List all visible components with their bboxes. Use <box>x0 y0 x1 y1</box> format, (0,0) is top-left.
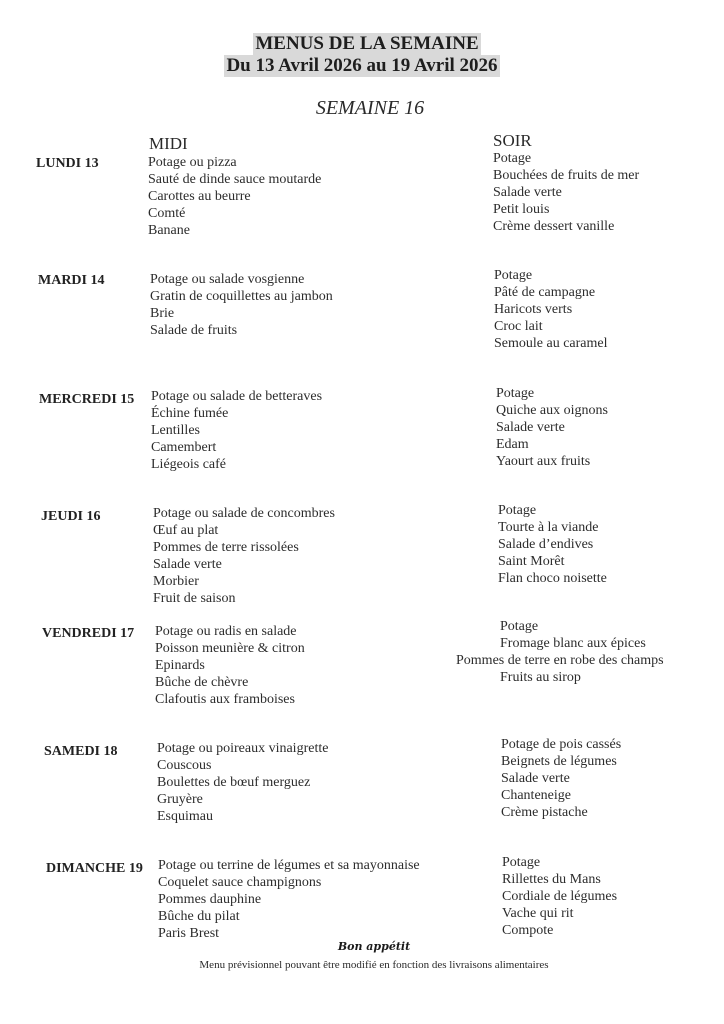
midi-menu-mardi <box>150 271 333 339</box>
disclaimer-note: Menu prévisionnel pouvant être modifié en fonction des livraisons alimentaires <box>199 959 549 971</box>
dish: Œuf au plat <box>153 523 219 538</box>
dish: Gratin de coquillettes au jambon <box>150 289 333 304</box>
dish: Crème pistache <box>501 805 588 820</box>
bon-appetit-greeting: Bon appétit <box>337 940 411 953</box>
dish: Salade de fruits <box>150 323 238 338</box>
soir-menu-samedi <box>501 736 621 821</box>
dish: Potage ou terrine de légumes et sa mayonnaise <box>158 858 420 873</box>
dish: Potage ou radis en salade <box>155 624 297 639</box>
dish: Potage ou pizza <box>148 155 237 170</box>
dish: Quiche aux oignons <box>496 403 608 418</box>
dish: Compote <box>502 923 554 938</box>
dish: Potage <box>496 386 535 401</box>
dish: Pommes dauphine <box>158 892 262 907</box>
day-label-mardi: MARDI 14 <box>38 273 105 288</box>
document-header <box>0 33 724 77</box>
day-label-dimanche: DIMANCHE 19 <box>46 861 143 876</box>
dish: Fruit de saison <box>153 591 236 606</box>
soir-menu-dimanche <box>502 854 617 939</box>
dish: Potage <box>493 151 532 166</box>
dish: Bûche du pilat <box>158 909 240 924</box>
dish: Tourte à la viande <box>498 520 599 535</box>
dish: Beignets de légumes <box>501 754 617 769</box>
dish: Potage ou poireaux vinaigrette <box>157 741 329 756</box>
soir-menu-mardi <box>494 267 608 352</box>
dish: Fromage blanc aux épices <box>500 636 646 651</box>
dish: Fruits au sirop <box>500 670 581 685</box>
dish: Liégeois café <box>151 457 227 472</box>
dish: Chanteneige <box>501 788 571 803</box>
dish: Cordiale de légumes <box>502 889 618 904</box>
dish: Salade verte <box>496 420 565 435</box>
dish: Potage <box>498 503 537 518</box>
date-range: Du 13 Avril 2026 au 19 Avril 2026 <box>226 55 498 76</box>
dish: Salade verte <box>493 185 562 200</box>
dish: Potage de pois cassés <box>501 737 622 752</box>
dish: Carottes au beurre <box>148 189 251 204</box>
dish: Coquelet sauce champignons <box>158 875 322 890</box>
dish: Rillettes du Mans <box>502 872 601 887</box>
dish: Sauté de dinde sauce moutarde <box>148 172 322 187</box>
midi-menu-mercredi <box>151 388 322 473</box>
dish: Epinards <box>155 658 205 673</box>
midi-menu-lundi <box>148 154 321 239</box>
dish: Pommes de terre rissolées <box>153 540 299 555</box>
day-label-samedi: SAMEDI 18 <box>44 744 118 759</box>
dish: Flan choco noisette <box>498 571 607 586</box>
dish: Semoule au caramel <box>494 336 608 351</box>
dish: Edam <box>496 437 529 452</box>
soir-menu-vendredi <box>456 618 664 686</box>
dish: Potage <box>502 855 541 870</box>
dish: Petit louis <box>493 202 550 217</box>
dish: Haricots verts <box>494 302 573 317</box>
dish: Clafoutis aux framboises <box>155 692 295 707</box>
dish: Lentilles <box>151 423 200 438</box>
dish: Gruyère <box>157 792 203 807</box>
midi-menu-samedi <box>157 740 328 825</box>
soir-menu-mercredi <box>496 385 608 470</box>
dish: Boulettes de bœuf merguez <box>157 775 311 790</box>
week-number: SEMAINE 16 <box>315 97 425 119</box>
dish: Potage ou salade de concombres <box>153 506 335 521</box>
dish: Potage <box>500 619 539 634</box>
dish: Salade d’endives <box>498 537 594 552</box>
midi-menu-jeudi <box>153 505 335 607</box>
column-header-midi: MIDI <box>149 134 188 153</box>
page-title: MENUS DE LA SEMAINE <box>255 33 479 54</box>
dish: Yaourt aux fruits <box>496 454 591 469</box>
dish: Couscous <box>157 758 212 773</box>
dish: Potage ou salade vosgienne <box>150 272 305 287</box>
dish: Paris Brest <box>158 926 220 941</box>
dish: Brie <box>150 306 175 321</box>
day-label-jeudi: JEUDI 16 <box>41 509 101 524</box>
dish: Poisson meunière & citron <box>155 641 305 656</box>
dish: Camembert <box>151 440 217 455</box>
dish: Banane <box>148 223 190 238</box>
dish: Pommes de terre en robe des champs <box>456 653 664 668</box>
soir-menu-lundi <box>493 150 639 235</box>
dish: Crème dessert vanille <box>493 219 615 234</box>
dish: Potage <box>494 268 533 283</box>
dish: Morbier <box>153 574 199 589</box>
dish: Esquimau <box>157 809 213 824</box>
soir-menu-jeudi <box>498 502 607 587</box>
dish: Salade verte <box>153 557 222 572</box>
midi-menu-vendredi <box>155 623 305 708</box>
day-label-lundi: LUNDI 13 <box>36 156 99 171</box>
day-label-mercredi: MERCREDI 15 <box>39 392 135 407</box>
dish: Saint Morêt <box>498 554 565 569</box>
midi-menu-dimanche <box>158 857 420 942</box>
dish: Bouchées de fruits de mer <box>493 168 640 183</box>
column-header-soir: SOIR <box>493 131 532 150</box>
dish: Salade verte <box>501 771 570 786</box>
dish: Bûche de chèvre <box>155 675 249 690</box>
dish: Pâté de campagne <box>494 285 596 300</box>
dish: Croc lait <box>494 319 543 334</box>
dish: Échine fumée <box>151 406 229 421</box>
dish: Potage ou salade de betteraves <box>151 389 323 404</box>
dish: Comté <box>148 206 186 221</box>
dish: Vache qui rit <box>502 906 574 921</box>
day-label-vendredi: VENDREDI 17 <box>42 626 135 641</box>
